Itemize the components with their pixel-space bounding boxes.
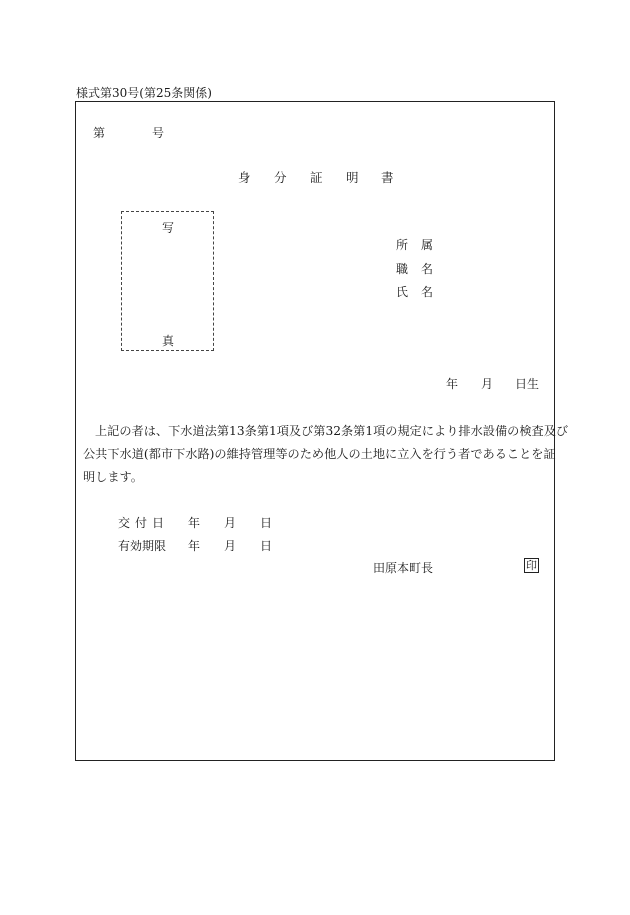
affiliation-label-1: 所: [396, 238, 409, 252]
expiry-day: 日: [260, 539, 273, 553]
title-char-4: 明: [346, 170, 359, 185]
position-label-2: 名: [421, 262, 434, 276]
issue-year: 年: [188, 516, 201, 530]
name-label-2: 名: [421, 285, 434, 299]
issue-label-2: 付: [135, 516, 148, 530]
title-char-1: 身: [238, 170, 251, 185]
expiry-year: 年: [188, 539, 201, 553]
body-line-1: 上記の者は、下水道法第13条第1項及び第32条第1項の規定により排水設備の検査及び: [95, 424, 569, 438]
body-line-2: 公共下水道(都市下水路)の維持管理等のため他人の土地に立入を行う者であることを証: [83, 447, 556, 461]
number-suffix: 号: [152, 126, 165, 140]
issuer-name: 田原本町長: [373, 561, 434, 575]
photo-label-top: 写: [162, 221, 175, 235]
seal-mark: 印: [526, 559, 537, 572]
name-label-1: 氏: [396, 285, 409, 299]
photo-label-bottom: 真: [162, 334, 175, 348]
affiliation-label-2: 属: [421, 238, 434, 252]
title-char-2: 分: [274, 170, 287, 185]
issue-month: 月: [224, 516, 237, 530]
expiry-label: 有効期限: [118, 539, 167, 553]
title-char-3: 証: [310, 170, 323, 185]
number-prefix: 第: [93, 126, 106, 140]
form-number-label: 様式第30号(第25条関係): [76, 86, 212, 100]
body-line-3: 明します。: [83, 470, 143, 484]
birth-year: 年: [446, 377, 459, 391]
expiry-month: 月: [224, 539, 237, 553]
issue-day: 日: [260, 516, 273, 530]
birth-month: 月: [481, 377, 494, 391]
issue-label-1: 交: [118, 516, 131, 530]
title-char-5: 書: [381, 170, 394, 185]
position-label-1: 職: [396, 262, 409, 276]
issue-label-3: 日: [152, 516, 165, 530]
birth-day: 日生: [515, 377, 540, 391]
